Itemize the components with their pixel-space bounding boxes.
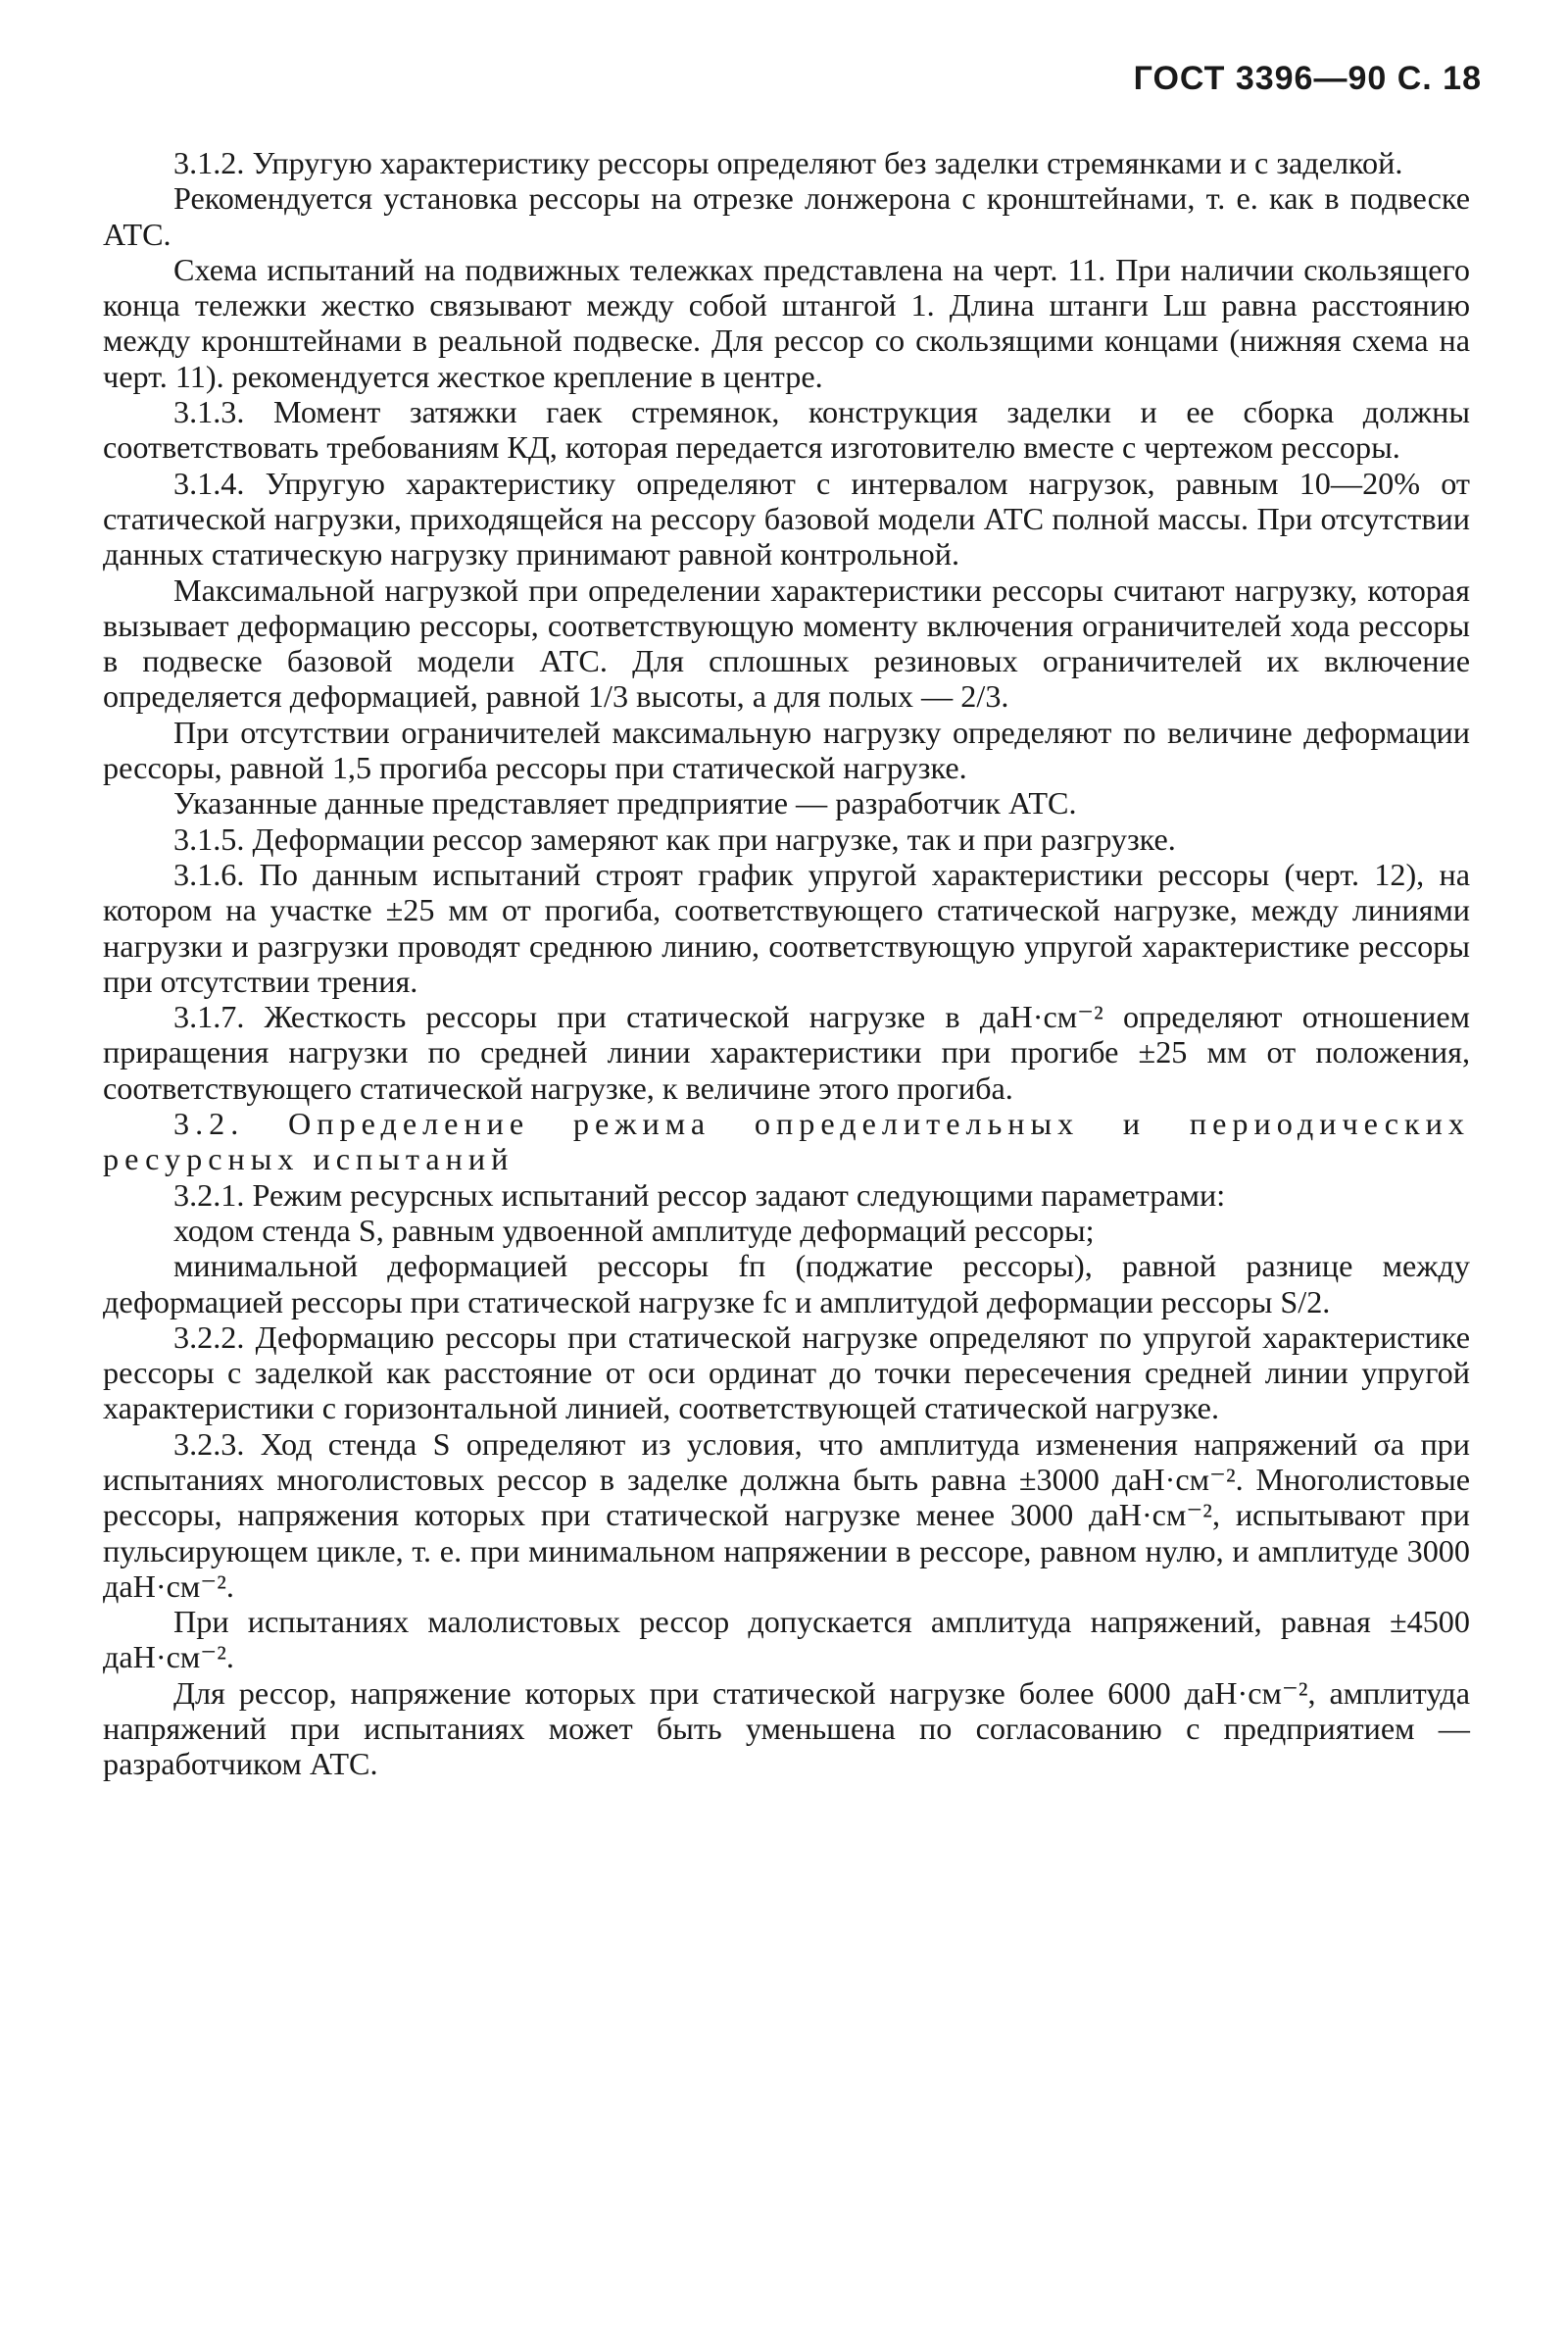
paragraph-3-1-6: 3.1.6. По данным испытаний строят график упругой характеристики рессоры (черт. 12), на котором на участке ±25 мм от прогиба, соответствующего статической нагрузке, между линиями нагрузки и разгрузки проводят среднюю линию, соответствующую упругой характеристике рессоры при отсутствии трения. — [103, 856, 1470, 999]
section-heading-3-2: 3.2. Определение режима определительных и периодических ресурсных испытаний — [103, 1106, 1470, 1177]
paragraph-3-2-3: 3.2.3. Ход стенда S определяют из условия, что амплитуда изменения напряжений σа при испытаниях многолистовых рессор в заделке должна быть равна ±3000 даН·см⁻². Многолистовые рессоры, напряжения которых при статической нагрузке менее 3000 даН·см⁻², испытывают при пульсирующем цикле, т. е. при минимальном напряжении в рессоре, равном нулю, и амплитуде 3000 даН·см⁻². — [103, 1425, 1470, 1604]
paragraph-max-load: Максимальной нагрузкой при определении характеристики рессоры считают нагрузку, которая вызывает деформацию рессоры, соответствующую моменту включения ограничителей хода рессоры в подвеске базовой модели АТС. Для сплошных резиновых ограничителей их включение определяется деформацией, равной 1/3 высоты, а для полых — 2/3. — [103, 572, 1470, 715]
paragraph-stand-stroke: ходом стенда S, равным удвоенной амплитуде деформаций рессоры; — [173, 1212, 1095, 1248]
paragraph-3-1-5: 3.1.5. Деформации рессор замеряют как при нагрузке, так и при разгрузке. — [173, 821, 1176, 857]
paragraph-high-stress-springs: Для рессор, напряжение которых при статической нагрузке более 6000 даН·см⁻², амплитуда напряжений при испытаниях может быть уменьшена по согласованию с предприятием — разработчиком АТС. — [103, 1674, 1470, 1782]
paragraph-3-2-2: 3.2.2. Деформацию рессоры при статической нагрузке определяют по упругой характеристике рессоры с заделкой как расстояние от оси ординат до точки пересечения средней линии упругой характеристики с горизонтальной линией, соответствующей статической нагрузке. — [103, 1319, 1470, 1426]
paragraph-3-1-3: 3.1.3. Момент затяжки гаек стремянок, конструкция заделки и ее сборка должны соответствовать требованиям КД, которая передается изготовителю вместе с чертежом рессоры. — [103, 394, 1470, 466]
paragraph-3-1-2: 3.1.2. Упругую характеристику рессоры определяют без заделки стремянками и с заделкой. — [173, 145, 1403, 180]
paragraph-data-source: Указанные данные представляет предприятие — разработчик АТС. — [173, 785, 1077, 821]
paragraph-3-1-4: 3.1.4. Упругую характеристику определяют с интервалом нагрузок, равным 10—20% от статической нагрузки, приходящейся на рессору базовой модели АТС полной массы. При отсутствии данных статическую нагрузку принимают равной контрольной. — [103, 465, 1470, 572]
paragraph-min-deformation: минимальной деформацией рессоры fп (поджатие рессоры), равной разнице между деформацией рессоры при статической нагрузке fс и амплитудой деформации рессоры S/2. — [103, 1248, 1470, 1319]
paragraph-no-limiters: При отсутствии ограничителей максимальную нагрузку определяют по величине деформации рессоры, равной 1,5 прогиба рессоры при статической нагрузке. — [103, 714, 1470, 786]
document-body — [103, 145, 1470, 1782]
paragraph-3-1-7: 3.1.7. Жесткость рессоры при статической нагрузке в даН·см⁻² определяют отношением приращения нагрузки по средней линии характеристики при прогибе ±25 мм от положения, соответствующего статической нагрузке, к величине этого прогиба. — [103, 999, 1470, 1106]
document-page — [103, 49, 1482, 1782]
paragraph-test-scheme: Схема испытаний на подвижных тележках представлена на черт. 11. При наличии скользящего конца тележки жестко связывают между собой штангой 1. Длина штанги Lш равна расстоянию между кронштейнами в реальной подвеске. Для рессор со скользящими концами (нижняя схема на черт. 11). рекомендуется жесткое крепление в центре. — [103, 251, 1470, 394]
paragraph-recommendation: Рекомендуется установка рессоры на отрезке лонжерона с кронштейнами, т. е. как в подвеске АТС. — [103, 180, 1470, 252]
page-header: ГОСТ 3396—90 С. 18 — [1133, 60, 1482, 97]
paragraph-few-leaf-springs: При испытаниях малолистовых рессор допускается амплитуда напряжений, равная ±4500 даН·см⁻². — [103, 1604, 1470, 1675]
paragraph-3-2-1: 3.2.1. Режим ресурсных испытаний рессор задают следующими параметрами: — [173, 1176, 1226, 1213]
